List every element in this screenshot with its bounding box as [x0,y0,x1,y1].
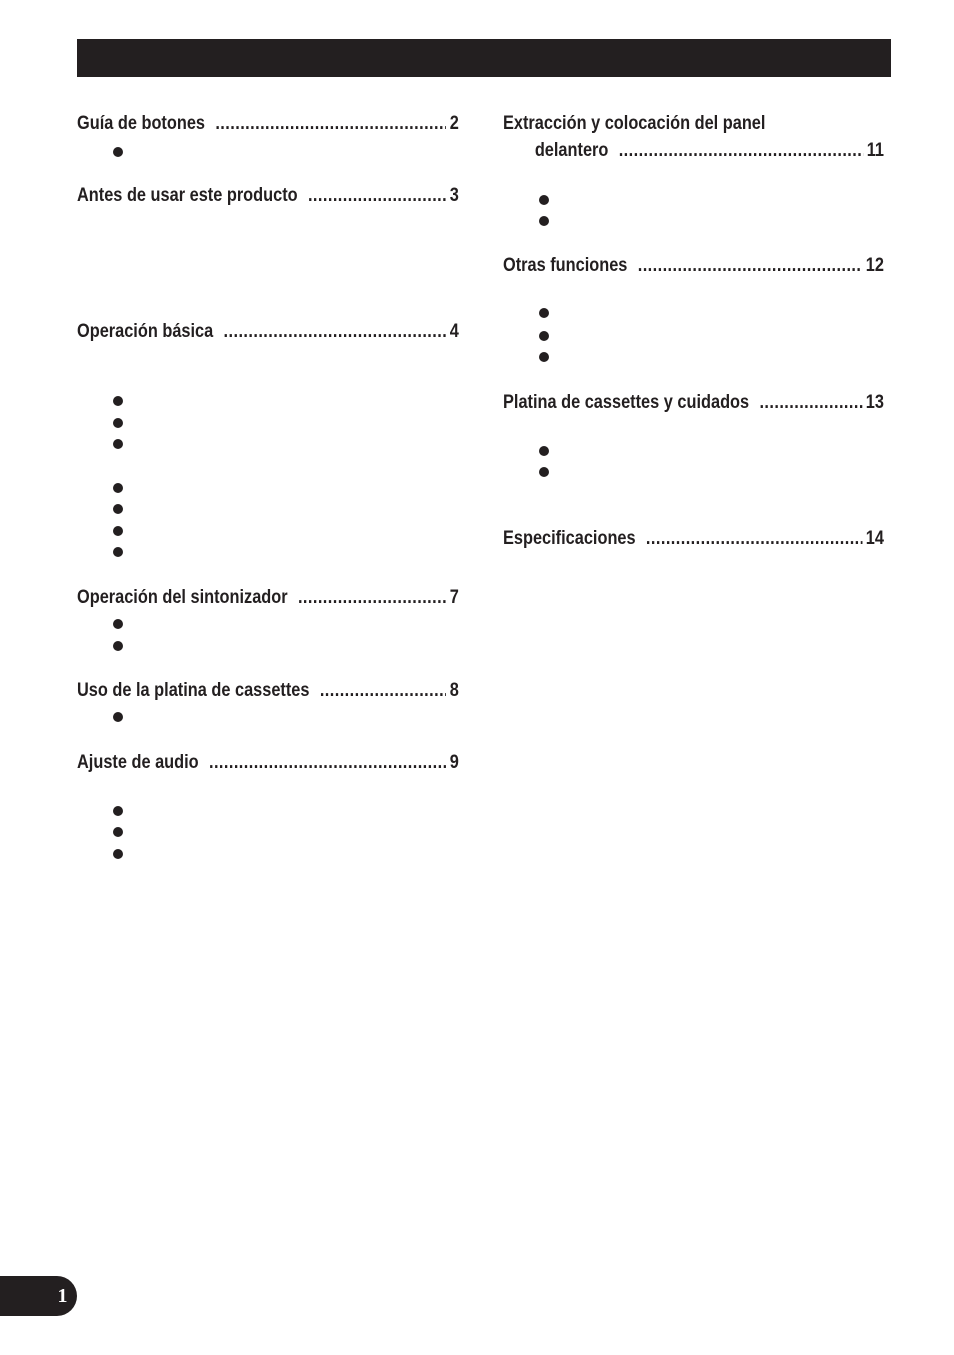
toc-entry-page: 14 [865,528,884,549]
toc-entry-page: 13 [865,392,884,413]
toc-entry-title: Ajuste de audio [77,752,199,773]
bullet-icon [113,526,123,536]
bullet-icon [113,439,123,449]
toc-leader-dots [209,752,446,774]
bullet-icon [113,641,123,651]
toc-entry-title: Operación del sintonizador [77,587,288,608]
toc-entry-title: Antes de usar este producto [77,185,298,206]
toc-leader-dots [638,255,863,277]
toc-entry-guia-de-botones[interactable] [77,113,459,135]
toc-entry-platina-cuidados[interactable] [503,392,884,414]
toc-entry-operacion-sintonizador[interactable] [77,587,459,609]
bullet-icon [113,619,123,629]
bullet-icon [539,331,549,341]
bullet-icon [113,504,123,514]
toc-entry-title: Platina de cassettes y cuidados [503,392,750,413]
toc-entry-title: Uso de la platina de cassettes [77,680,310,701]
bullet-icon [113,712,123,722]
bullet-icon [113,396,123,406]
toc-entry-page: 9 [449,752,459,773]
toc-entry-title-line1: Extracción y colocación del panel [503,113,766,134]
toc-entry-line2 [503,140,884,162]
page-number-badge [0,1276,77,1316]
bullet-icon [539,446,549,456]
page-number: 1 [57,1284,68,1307]
bullet-icon [539,308,549,318]
toc-entry-especificaciones[interactable] [503,528,884,550]
toc-entry-title: Guía de botones [77,113,206,134]
toc-leader-dots [759,392,862,414]
toc-entry-page: 11 [866,140,884,161]
toc-entry-title: Operación básica [77,321,214,342]
toc-leader-dots [308,185,446,207]
bullet-icon [113,849,123,859]
bullet-icon [539,467,549,477]
toc-entry-page: 3 [449,185,459,206]
toc-leader-dots [215,113,446,135]
toc-entry-ajuste-audio[interactable] [77,752,459,774]
bullet-icon [113,547,123,557]
bullet-icon [113,418,123,428]
toc-entry-operacion-basica[interactable] [77,321,459,343]
bullet-icon [113,827,123,837]
toc-entry-antes-de-usar[interactable] [77,185,459,207]
toc-entry-page: 8 [449,680,459,701]
toc-entry-uso-platina[interactable] [77,680,459,702]
toc-entry-page: 7 [449,587,459,608]
bullet-icon [113,806,123,816]
toc-entry-title: Especificaciones [503,528,636,549]
bullet-icon [539,195,549,205]
toc-entry-title: Otras funciones [503,255,628,276]
bullet-icon [113,483,123,493]
toc-entry-page: 4 [449,321,459,342]
bullet-icon [539,352,549,362]
toc-entry-page: 2 [449,113,459,134]
toc-entry-title-line2: delantero [534,140,609,161]
toc-entry-page: 12 [865,255,884,276]
header-bar [77,39,891,77]
bullet-icon [539,216,549,226]
bullet-icon [113,147,123,157]
toc-leader-dots [646,528,862,550]
toc-entry-extraccion-panel[interactable] [503,113,884,162]
toc-leader-dots [298,587,446,609]
toc-leader-dots [320,680,446,702]
toc-leader-dots [619,140,864,162]
toc-entry-otras-funciones[interactable] [503,255,884,277]
toc-leader-dots [224,321,447,343]
